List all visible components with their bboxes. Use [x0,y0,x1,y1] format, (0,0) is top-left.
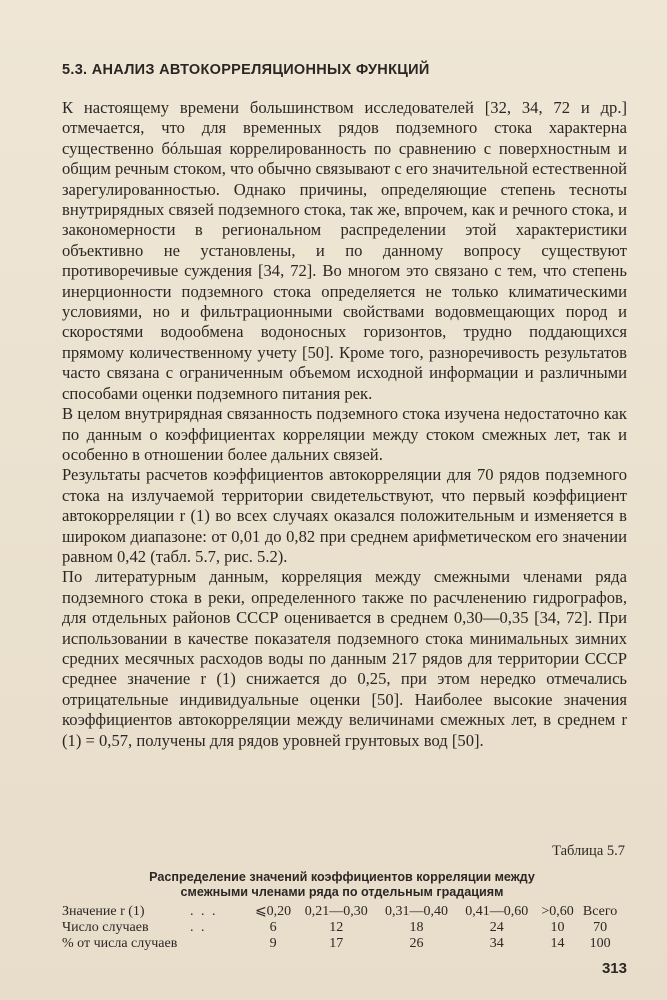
table-row [62,904,622,920]
table-cell: >0,60 [541,904,574,919]
distribution-table [62,904,622,952]
leader-dots: . . . [190,904,218,919]
table-row [62,920,622,936]
table-cell: 100 [589,936,611,951]
table-label: Таблица 5.7 [552,843,625,859]
table-cell: 24 [489,920,504,935]
table-cell: 12 [329,920,344,935]
table-cell: 0,41—0,60 [465,904,529,919]
leader-dots [190,936,250,952]
row-label: % от числа случаев [62,936,178,951]
table-cell: 17 [329,936,344,951]
table-cell: 0,31—0,40 [385,904,449,919]
paragraph-2: В целом внутрирядная связанность подземного стока изучена недостаточно как по данным о коэффициентах корреляции между стоком смежных лет, так и особенно в отношении более дальних связей. [62,404,627,464]
table-cell: 9 [269,936,277,951]
table-cell: Всего [582,904,618,919]
table-cell: 18 [409,920,424,935]
table-caption-line-2: смежными членами ряда по отдельным градациям [180,885,504,899]
table-cell: 6 [269,920,277,935]
section-title: 5.3. АНАЛИЗ АВТОКОРРЕЛЯЦИОННЫХ ФУНКЦИЙ [62,62,430,78]
body-text [62,98,627,751]
table-cell: 14 [550,936,565,951]
table-cell: 34 [489,936,504,951]
table-cell: 70 [593,920,608,935]
page-number: 313 [601,960,627,977]
paragraph-3: Результаты расчетов коэффициентов автокорреляции для 70 рядов подземного стока на излучаемой территории свидетельствуют, что первый коэффициент автокорреляции r (1) во всех случаях оказался положительным и изменяется в широком диапазоне: от 0,01 до 0,82 при среднем арифметическом его значении равном 0,42 (табл. 5.7, рис. 5.2). [62,465,627,566]
table-row [62,936,622,952]
table-cell: 0,21—0,30 [304,904,368,919]
table-cell: 26 [409,936,424,951]
table-cell: 10 [550,920,565,935]
row-label: Число случаев [62,920,149,935]
paragraph-1: К настоящему времени большинством исследователей [32, 34, 72 и др.] отмечается, что для временных рядов подземного стока характерна существенно бóльшая коррелированность по сравнению с поверхностным и общим речным стоком, что обычно связывают с его значительной естественной зарегулированностью. Однако причины, определяющие степень тесноты внутрирядных связей подземного стока, так же, впрочем, как и речного стока, и закономерности в региональном распределении этой характеристики объективно не установлены, и по данному вопросу существуют противоречивые суждения [34, 72]. Во многом это связано с тем, что степень инерционности подземного стока определяется не только климатическими условиями, но и фильтрационными свойствами водовмещающих пород и скоростями водообмена водоносных горизонтов, трудно поддающихся прямому количественному учету [50]. Кроме того, разноречивость результатов часто связана с ограниченным объемом исходной информации и различными способами оценки подземного питания рек. [62,98,627,403]
paragraph-4: По литературным данным, корреляция между смежными членами ряда подземного стока в реки, определенного также по расчленению гидрографов, для отдельных районов СССР оценивается в среднем 0,30—0,35 [34, 72]. При использовании в качестве показателя подземного стока минимальных зимних средних месячных расходов воды по данным 217 рядов для территории СССР среднее значение r (1) снижается до 0,25, при этом нередко отмечались отрицательные индивидуальные оценки [50]. Наиболее высокие значения коэффициентов автокорреляции между величинами смежных лет, в среднем r (1) = 0,57, получены для рядов уровней грунтовых вод [50]. [62,567,627,750]
table-cell: ⩽0,20 [254,904,292,919]
row-label: Значение r (1) [62,904,145,919]
table-caption-line-1: Распределение значений коэффициентов корреляции между [149,870,535,884]
leader-dots: . . [190,920,207,935]
